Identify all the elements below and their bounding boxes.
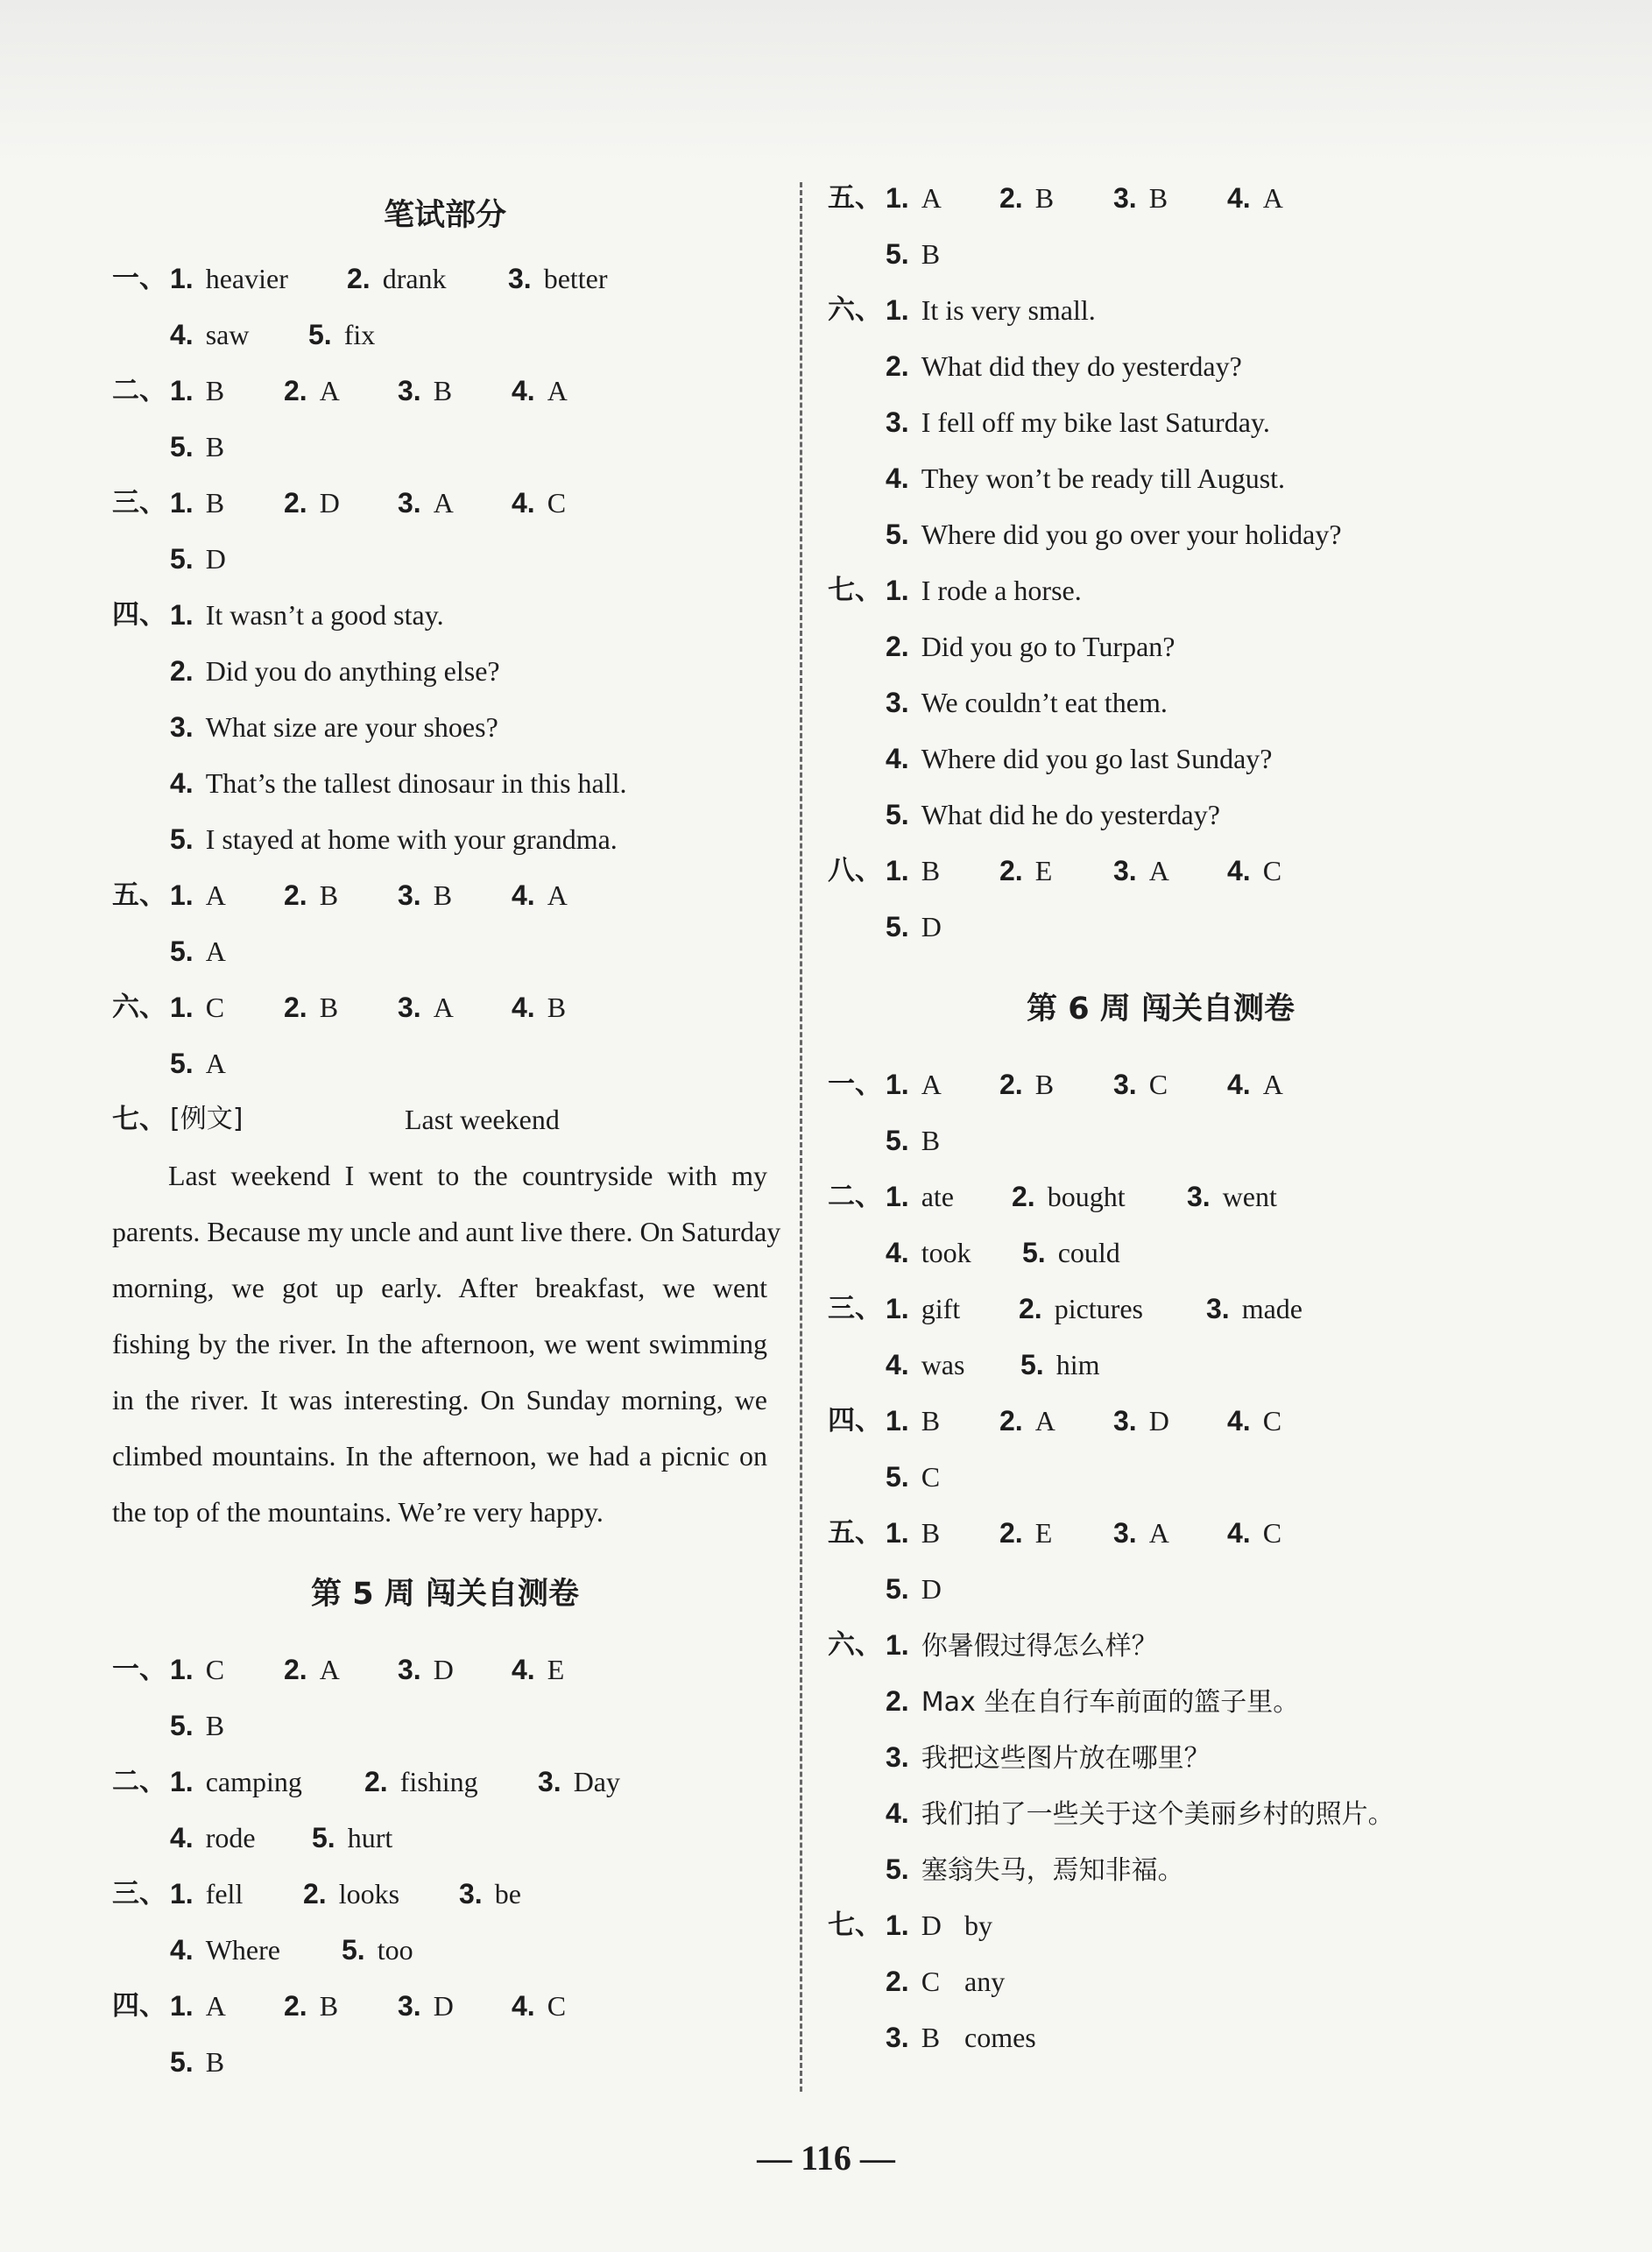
answer: went <box>1222 1181 1277 1212</box>
answer: too <box>377 1934 413 1966</box>
answer: drank <box>382 263 447 294</box>
answer: B <box>319 1990 339 2022</box>
answer-choice: C <box>921 1966 941 1997</box>
answer: B <box>205 487 225 519</box>
answer: better <box>543 263 608 294</box>
answer: could <box>1057 1237 1120 1268</box>
section-label: 三、 <box>828 1293 882 1324</box>
answer: I fell off my bike last Saturday. <box>921 406 1270 438</box>
essay-line: fishing by the river. In the afternoon, we went swimming <box>112 1328 767 1359</box>
answer: heavier <box>205 263 288 294</box>
answer: hurt <box>347 1822 393 1853</box>
section-label: 五、 <box>112 879 166 911</box>
answer: saw <box>205 319 250 350</box>
answer: C <box>547 487 567 519</box>
answer: A <box>1034 1405 1055 1437</box>
answer: B <box>921 1405 941 1437</box>
section-label: 七、 <box>828 1910 882 1941</box>
answer: took <box>921 1237 971 1268</box>
answer: camping <box>205 1766 302 1797</box>
answer: B <box>921 1517 941 1549</box>
answer: They won’t be ready till August. <box>921 462 1286 494</box>
answer: looks <box>338 1878 400 1910</box>
answer: Where <box>205 1934 280 1966</box>
answer: B <box>1034 1069 1055 1100</box>
answer: B <box>921 238 941 270</box>
section-label: 八、 <box>828 855 882 886</box>
essay-line: parents. Because my uncle and aunt live there. On Saturday <box>112 1216 781 1247</box>
section-label: 七、 <box>112 1104 166 1135</box>
section-label: 一、 <box>112 1654 166 1685</box>
essay-line: in the river. It was interesting. On Sunday morning, we <box>112 1384 767 1415</box>
answer: E <box>547 1654 565 1685</box>
answer: I stayed at home with your grandma. <box>205 823 618 855</box>
answer: C <box>205 992 225 1023</box>
section-label: 三、 <box>112 1878 166 1910</box>
answer: A <box>433 487 454 519</box>
answer: A <box>205 1048 226 1079</box>
answer: C <box>205 1654 225 1685</box>
answer: D <box>205 543 226 575</box>
section-label: 二、 <box>828 1181 882 1212</box>
answer: 我们拍了一些关于这个美丽乡村的照片。 <box>921 1799 1394 1830</box>
answer: D <box>433 1990 454 2022</box>
answer: B <box>1148 182 1168 214</box>
answer: C <box>1262 855 1282 886</box>
answer: B <box>433 375 453 406</box>
essay-line: the top of the mountains. We’re very happy. <box>112 1496 604 1528</box>
answer: A <box>547 879 568 911</box>
answer: him <box>1055 1349 1100 1380</box>
answer: gift <box>921 1293 961 1324</box>
answer: fell <box>205 1878 244 1910</box>
answer: A <box>205 935 226 967</box>
answer: A <box>1262 1069 1283 1100</box>
answer: What did he do yesterday? <box>921 799 1220 830</box>
section-label: 一、 <box>828 1069 882 1100</box>
answer-correction: by <box>964 1910 992 1941</box>
answer: B <box>205 1710 225 1741</box>
page-number-value: 116 <box>801 2138 851 2178</box>
section-label: 五、 <box>828 1517 882 1549</box>
answer: be <box>494 1878 521 1910</box>
example-tag: [例文] <box>170 1104 244 1134</box>
answer: fix <box>343 319 376 350</box>
section-label: 四、 <box>112 1990 166 2022</box>
answer: A <box>921 1069 942 1100</box>
answer: B <box>205 431 225 462</box>
answer: A <box>1148 1517 1169 1549</box>
answer: What did they do yesterday? <box>921 350 1242 382</box>
section-heading-written: 笔试部分 <box>383 198 506 233</box>
answer: A <box>319 375 340 406</box>
answer: B <box>205 2046 225 2078</box>
essay-line: climbed mountains. In the afternoon, we had a picnic on <box>112 1440 767 1472</box>
answer: C <box>1262 1517 1282 1549</box>
column-divider <box>800 182 802 2092</box>
answer: rode <box>205 1822 256 1853</box>
answer: We couldn’t eat them. <box>921 687 1168 718</box>
answer: D <box>921 1573 942 1605</box>
answer: E <box>1034 1517 1053 1549</box>
answer: C <box>547 1990 567 2022</box>
essay-line: Last weekend I went to the countryside with my <box>168 1160 767 1191</box>
answer: B <box>921 855 941 886</box>
section-label: 四、 <box>828 1405 882 1437</box>
section-label: 七、 <box>828 575 882 606</box>
answer: A <box>1148 855 1169 886</box>
essay-title: Last weekend <box>405 1104 560 1135</box>
answer: made <box>1241 1293 1303 1324</box>
answer: D <box>433 1654 454 1685</box>
answer: A <box>205 879 226 911</box>
answer: 塞翁失马，焉知非福。 <box>921 1855 1184 1886</box>
answer: Did you do anything else? <box>205 655 500 687</box>
section-label: 六、 <box>112 992 166 1023</box>
answer: was <box>921 1349 965 1380</box>
answer-correction: any <box>964 1966 1006 1997</box>
answer: Did you go to Turpan? <box>921 631 1175 662</box>
answer: B <box>205 375 225 406</box>
section-label: 三、 <box>112 487 166 519</box>
answer: 我把这些图片放在哪里？ <box>921 1743 1211 1774</box>
section-label: 二、 <box>112 1766 166 1797</box>
answer: E <box>1034 855 1053 886</box>
answer: It is very small. <box>921 294 1096 326</box>
answer: A <box>205 1990 226 2022</box>
answer: C <box>1148 1069 1168 1100</box>
answer: fishing <box>399 1766 478 1797</box>
answer: Day <box>573 1766 620 1797</box>
answer: A <box>319 1654 340 1685</box>
answer: D <box>921 911 942 942</box>
answer: B <box>433 879 453 911</box>
top-band <box>0 0 1652 166</box>
answer: I rode a horse. <box>921 575 1082 606</box>
section-label: 六、 <box>828 1629 882 1661</box>
answer: Where did you go over your holiday? <box>921 519 1342 550</box>
answer: B <box>547 992 567 1023</box>
answer: C <box>921 1461 941 1493</box>
essay-line: morning, we got up early. After breakfast, we went <box>112 1272 767 1303</box>
answer-choice: D <box>921 1910 942 1941</box>
section-label: 一、 <box>112 263 166 294</box>
answer: B <box>319 992 339 1023</box>
section-label: 二、 <box>112 375 166 406</box>
answer: It wasn’t a good stay. <box>205 599 444 631</box>
answer: ate <box>921 1181 954 1212</box>
answer: B <box>921 1125 941 1156</box>
section-label: 四、 <box>112 599 166 631</box>
answer: Where did you go last Sunday? <box>921 743 1273 774</box>
answer: bought <box>1047 1181 1126 1212</box>
answer-correction: comes <box>964 2022 1036 2053</box>
answer: A <box>547 375 568 406</box>
answer: D <box>1148 1405 1169 1437</box>
answer: D <box>319 487 340 519</box>
answer: What size are your shoes? <box>205 711 498 743</box>
page-number: — 116 — <box>757 2138 895 2178</box>
answer: B <box>1034 182 1055 214</box>
section-label: 五、 <box>828 182 882 214</box>
section-heading-week5: 第 5 周 闯关自测卷 <box>311 1577 579 1612</box>
answer-choice: B <box>921 2022 941 2053</box>
answer: Max 坐在自行车前面的篮子里。 <box>921 1687 1300 1718</box>
answer: That’s the tallest dinosaur in this hall. <box>205 767 627 799</box>
answer: C <box>1262 1405 1282 1437</box>
answer: A <box>1262 182 1283 214</box>
answer: A <box>433 992 454 1023</box>
section-heading-week6: 第 6 周 闯关自测卷 <box>1027 992 1295 1027</box>
section-label: 六、 <box>828 294 882 326</box>
answer: A <box>921 182 942 214</box>
answer: B <box>319 879 339 911</box>
answer: 你暑假过得怎么样？ <box>921 1631 1158 1662</box>
answer: pictures <box>1054 1293 1143 1324</box>
